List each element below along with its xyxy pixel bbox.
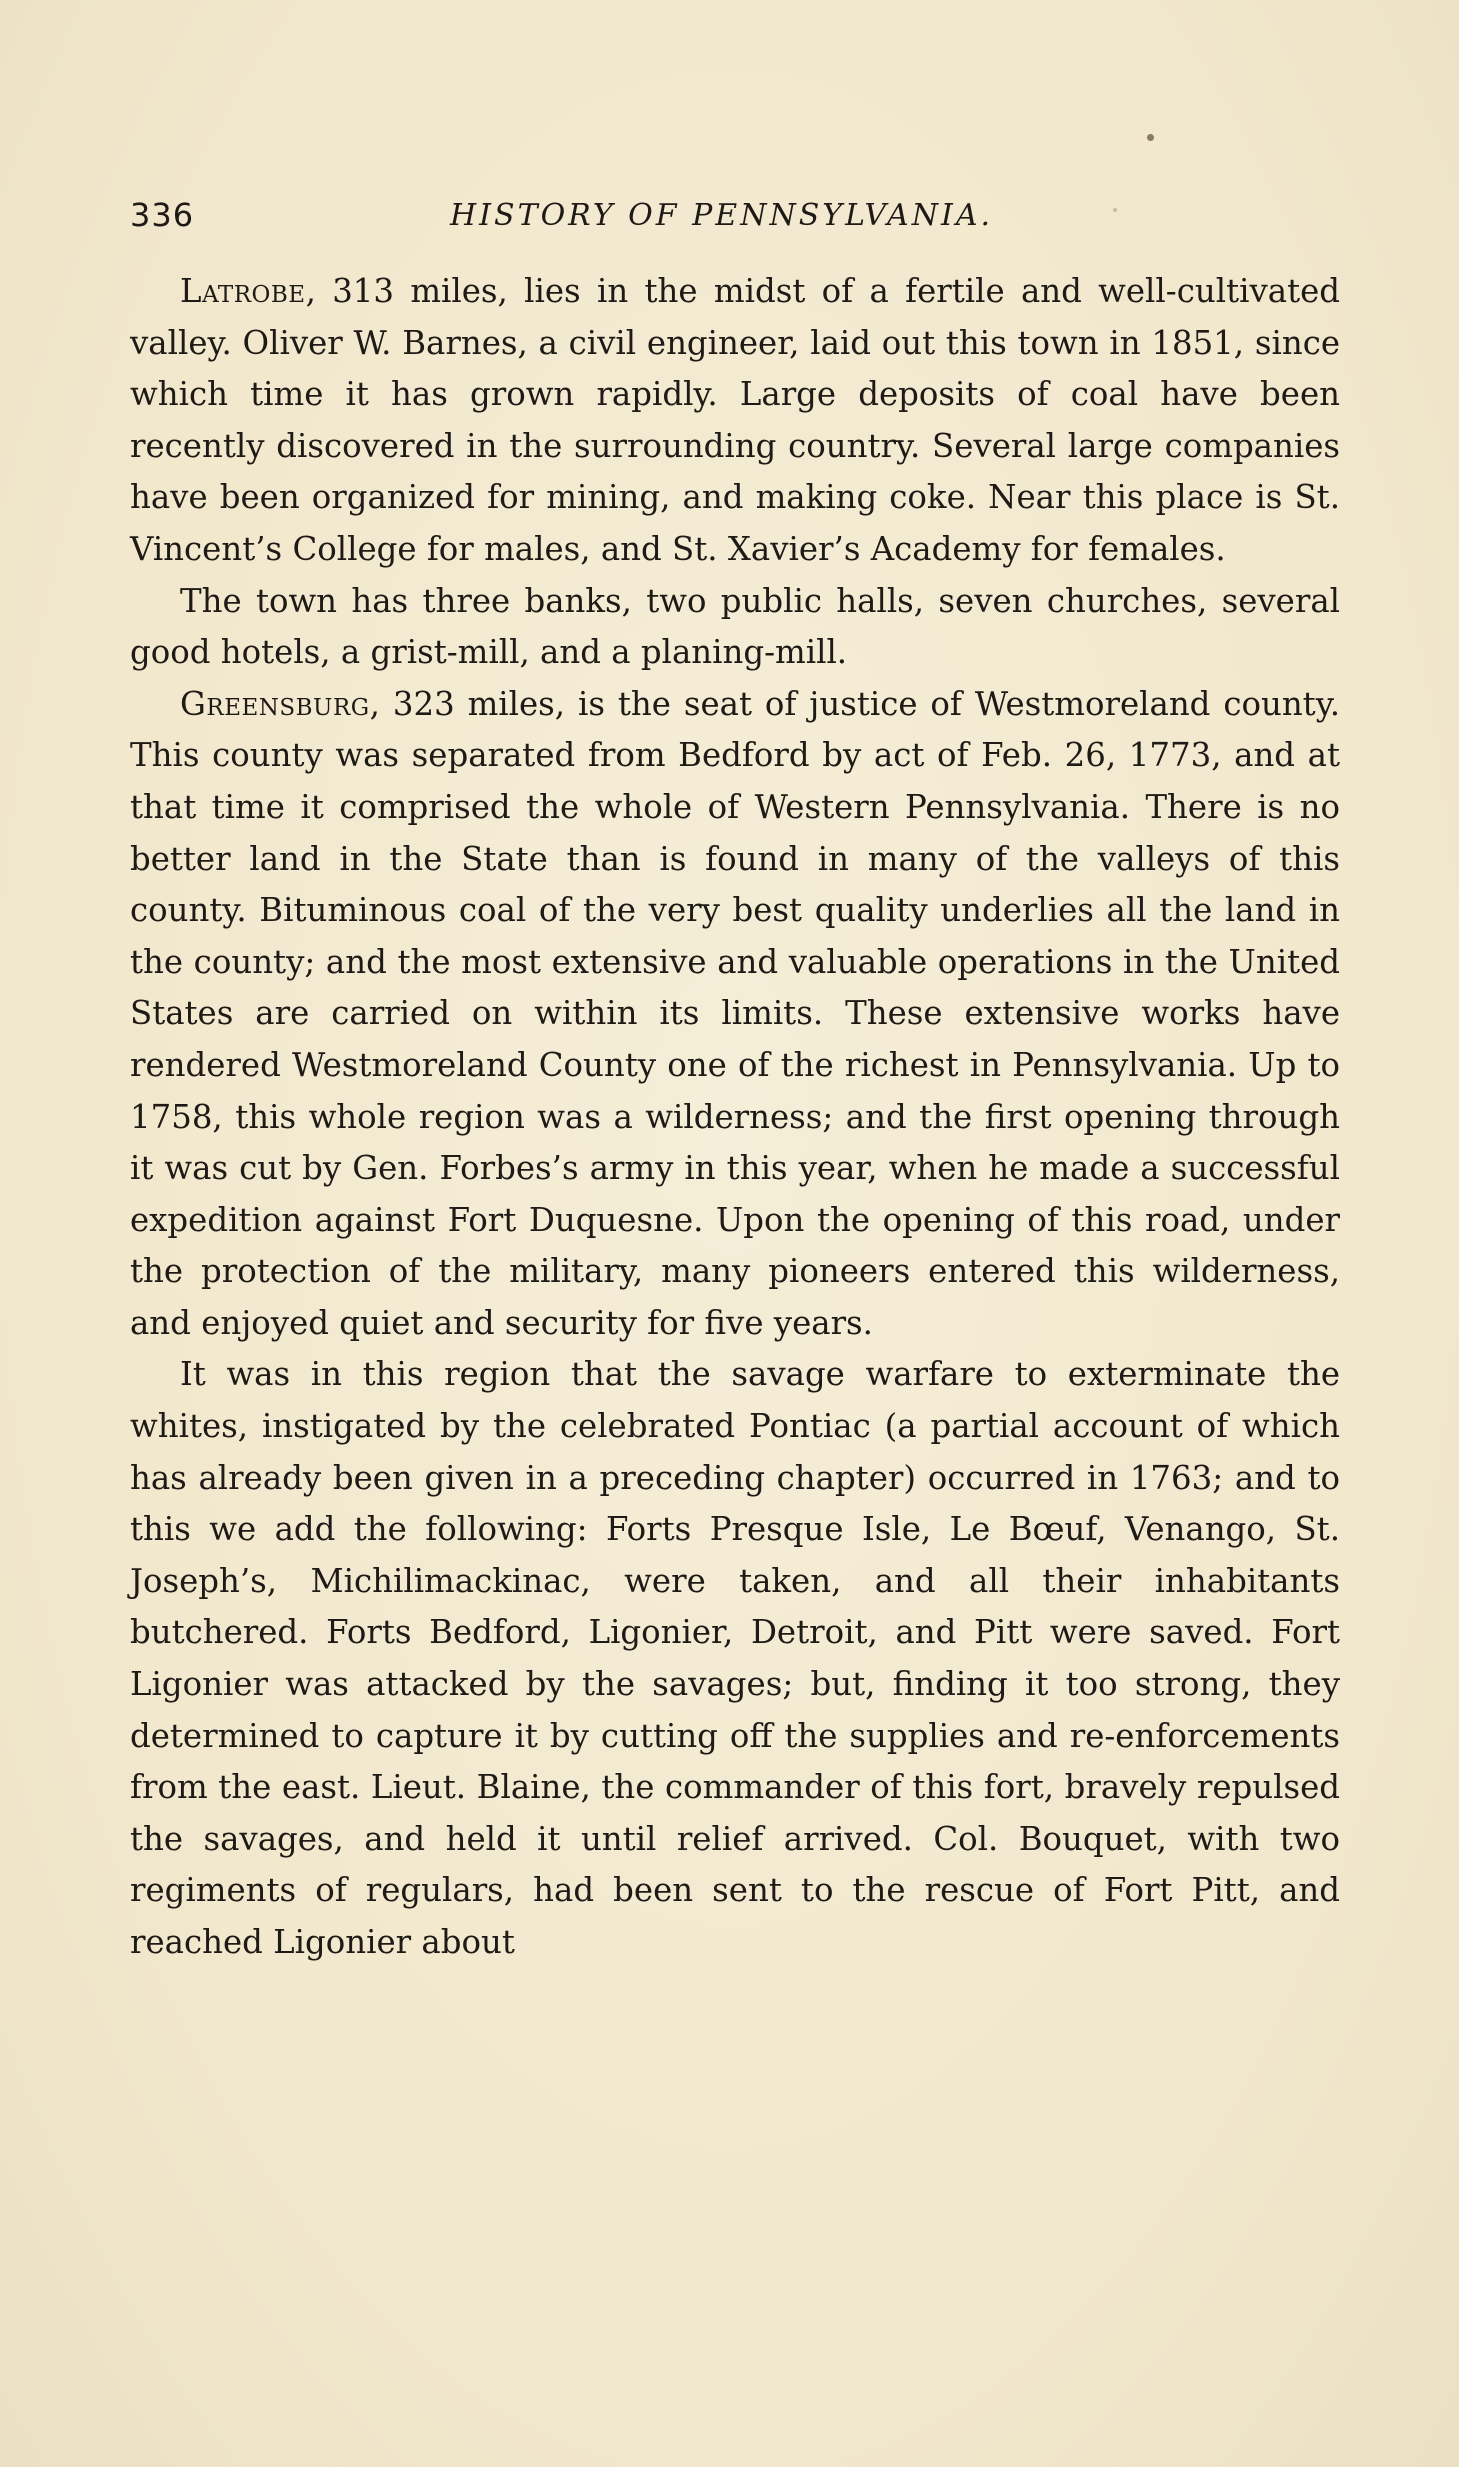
paragraph-latrobe bbox=[130, 266, 1340, 576]
running-title: HISTORY OF PENNSYLVANIA. bbox=[450, 198, 994, 233]
place-name-greensburg: Greensburg bbox=[180, 684, 370, 723]
paragraph-text: , 313 miles, lies in the midst of a fertile and well-cultivated valley. Oliver W. Barnes, a civil engineer, laid out this town in 1851, since which time it has grown rapidly. Large deposits of coal have been recently discovered in the surrounding country. Several large companies have been organized for mining, and making coke. Near this place is St. Vincent’s College for males, and St. Xavier’s Academy for females. bbox=[130, 272, 1340, 568]
paragraph-text: , 323 miles, is the seat of justice of Westmoreland county. This county was separated from Bedford by act of Feb. 26, 1773, and at that time it comprised the whole of Western Pennsylvania. There is no better land in the State than is found in many of the valleys of this county. Bituminous coal of the very best quality underlies all the land in the county; and the most extensive and valuable operations in the United States are carried on within its limits. These extensive works have rendered Westmoreland County one of the richest in Pennsylvania. Up to 1758, this whole region was a wilderness; and the first opening through it was cut by Gen. Forbes’s army in this year, when he made a successful expedition against Fort Duquesne. Upon the opening of this road, under the protection of the military, many pioneers entered this wilderness, and enjoyed quiet and security for five years. bbox=[130, 684, 1340, 1342]
place-name-latrobe: Latrobe bbox=[180, 272, 306, 310]
paragraph-text: The town has three banks, two public halls, seven churches, several good hotels, a grist-mill, and a planing-mill. bbox=[130, 581, 1340, 672]
paragraph-pontiac bbox=[130, 1349, 1340, 1968]
ink-speck bbox=[1147, 134, 1154, 141]
page-number: 336 bbox=[130, 196, 195, 234]
page-header bbox=[130, 196, 1340, 252]
paragraph-town bbox=[130, 576, 1340, 679]
body-text bbox=[130, 266, 1340, 1969]
paragraph-greensburg bbox=[130, 679, 1340, 1350]
paragraph-text: It was in this region that the savage warfare to exterminate the whites, instigated by the celebrated Pontiac (a partial account of which has already been given in a preceding chapter) occurred in 1763; and to this we add the following: Forts Presque Isle, Le Bœuf, Venango, St. Joseph’s, Michilimackinac, were taken, and all their inhabitants butchered. Forts Bedford, Ligonier, Detroit, and Pitt were saved. Fort Ligonier was attacked by the savages; but, finding it too strong, they determined to capture it by cutting off the supplies and re-enforcements from the east. Lieut. Blaine, the commander of this fort, bravely repulsed the savages, and held it until relief arrived. Col. Bouquet, with two regiments of regulars, had been sent to the rescue of Fort Pitt, and reached Ligonier about bbox=[130, 1355, 1340, 1961]
